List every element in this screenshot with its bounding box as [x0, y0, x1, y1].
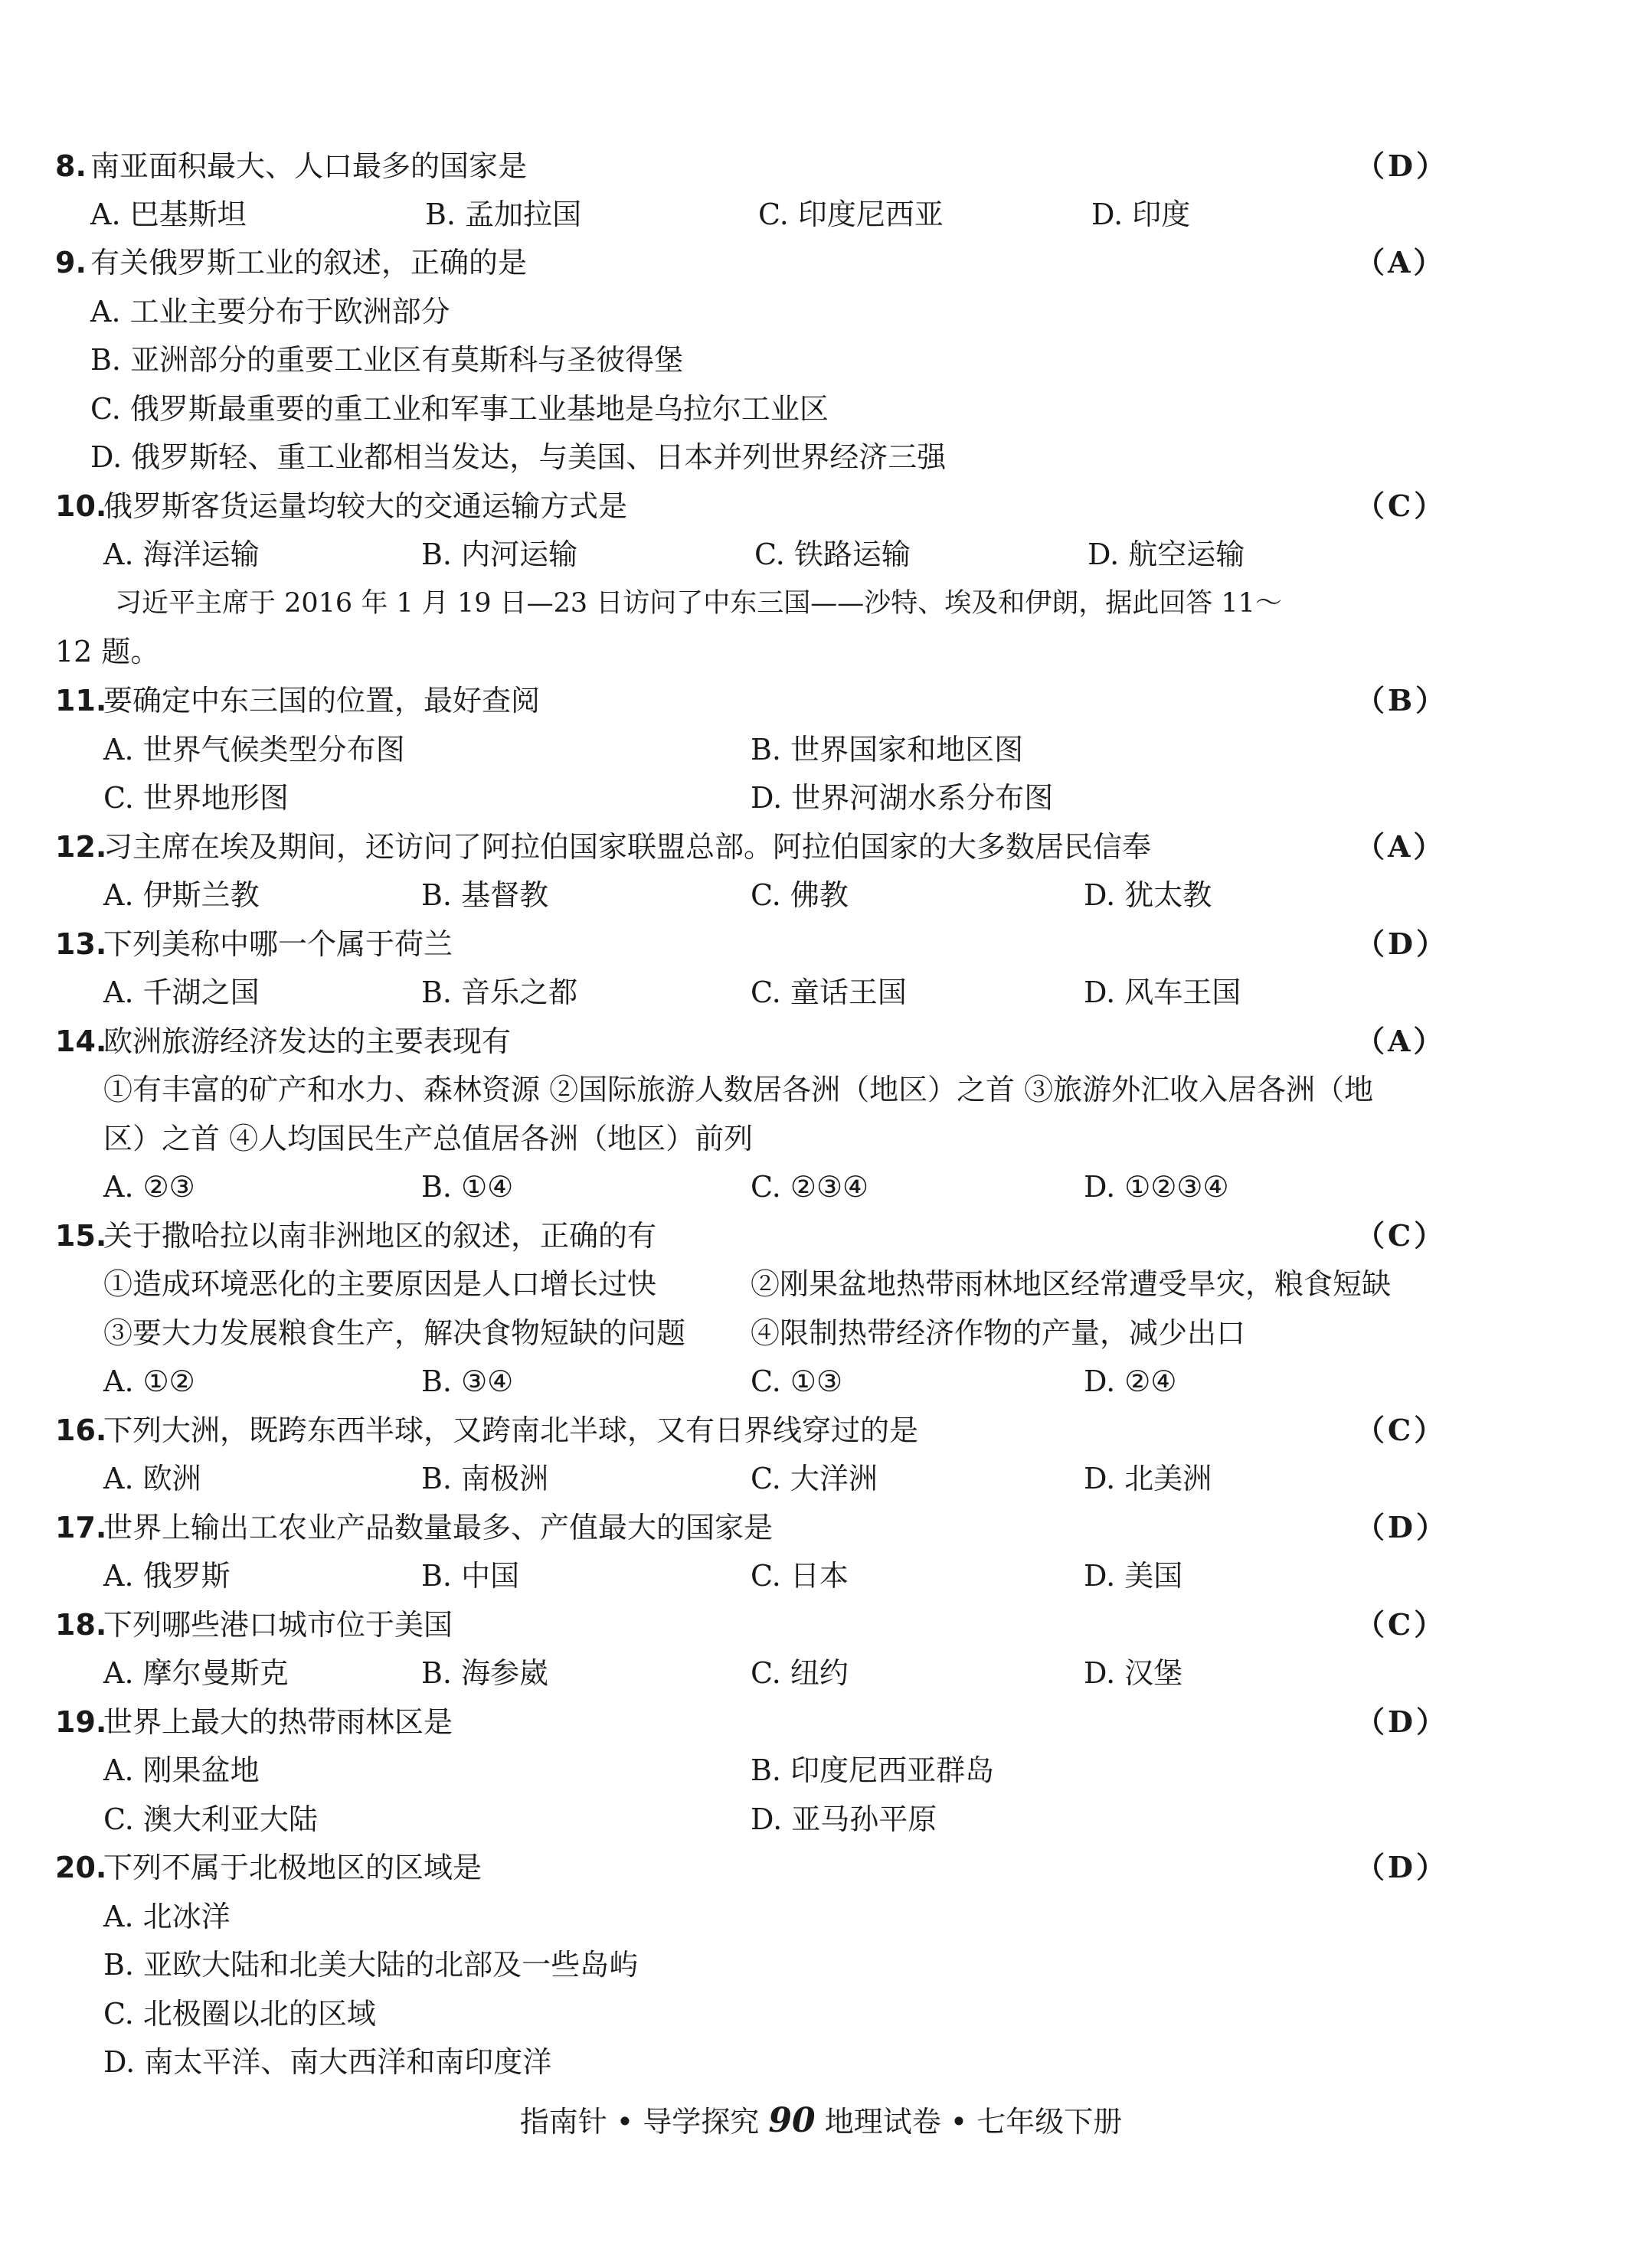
question-stem: 要确定中东三国的位置，最好查阅	[103, 684, 541, 717]
option-c: C. 世界地形图	[103, 781, 289, 815]
answer: （D）	[1356, 1510, 1448, 1544]
option-b: B. ③④	[421, 1364, 514, 1398]
option-a: A. 海洋运输	[103, 538, 260, 571]
option-c: C. 纽约	[751, 1656, 849, 1690]
question-stem: 世界上输出工农业产品数量最多、产值最大的国家是	[103, 1511, 774, 1544]
question-number: 9.	[55, 246, 87, 279]
option-d: D. 亚马孙平原	[751, 1802, 937, 1836]
answer: （B）	[1356, 683, 1448, 717]
question-number: 19.	[55, 1705, 107, 1739]
answer: （C）	[1356, 1607, 1447, 1642]
option-b: B. 内河运输	[421, 538, 578, 571]
option-d: D. 北美洲	[1084, 1462, 1212, 1495]
question-stem: 有关俄罗斯工业的叙述，正确的是	[90, 246, 528, 279]
option-b: B. 基督教	[421, 878, 549, 912]
question-stem: 欧洲旅游经济发达的主要表现有	[103, 1025, 512, 1058]
page-footer	[0, 2102, 1642, 2141]
question-number: 17.	[55, 1511, 107, 1544]
question-number: 20.	[55, 1851, 107, 1884]
option-b: B. 中国	[421, 1559, 520, 1593]
option-a: A. ②③	[103, 1170, 195, 1204]
option-d: D. 风车王国	[1084, 976, 1241, 1009]
statement-1: ①造成环境恶化的主要原因是人口增长过快	[103, 1267, 657, 1301]
option-a: A. 伊斯兰教	[103, 878, 260, 912]
option-c: C. 佛教	[751, 878, 849, 912]
option-d: D. ②④	[1084, 1364, 1177, 1398]
option-a: A. 千湖之国	[103, 976, 260, 1009]
footer-series: 指南针 • 导学探究	[519, 2105, 760, 2139]
option-d: D. ①②③④	[1084, 1170, 1229, 1204]
question-stem: 世界上最大的热带雨林区是	[103, 1705, 453, 1739]
question-number: 8.	[55, 149, 87, 183]
option-text: C. 俄罗斯最重要的重工业和军事工业基地是乌拉尔工业区	[90, 392, 829, 426]
page-number: 90	[768, 2101, 816, 2140]
passage-text: 习近平主席于 2016 年 1 月 19 日—23 日访问了中东三国——沙特、埃及和伊朗，据此回答 11～	[115, 588, 1282, 619]
option-b: B. 印度尼西亚群岛	[751, 1753, 995, 1787]
option-c: C. 铁路运输	[754, 538, 911, 571]
answer: （D）	[1356, 1704, 1448, 1739]
question-number: 13.	[55, 927, 107, 961]
option-a: A. 巴基斯坦	[90, 198, 247, 231]
option-b: B. 世界国家和地区图	[751, 733, 1024, 766]
statement-3: ③要大力发展粮食生产，解决食物短缺的问题	[103, 1316, 686, 1350]
question-stem: 习主席在埃及期间，还访问了阿拉伯国家联盟总部。阿拉伯国家的大多数居民信奉	[103, 830, 1152, 864]
question-number: 15.	[55, 1219, 107, 1253]
answer: （A）	[1356, 829, 1446, 864]
answer: （A）	[1356, 245, 1446, 279]
option-text: B. 亚洲部分的重要工业区有莫斯科与圣彼得堡	[90, 343, 684, 377]
option-b: B. 音乐之都	[421, 976, 578, 1009]
option-a: A. 欧洲	[103, 1462, 201, 1495]
question-number: 14.	[55, 1025, 107, 1058]
option-c: C. 童话王国	[751, 976, 907, 1009]
option-text: D. 南太平洋、南大西洋和南印度洋	[103, 2045, 552, 2079]
option-a: A. ①②	[103, 1364, 195, 1398]
statement-text: ①有丰富的矿产和水力、森林资源 ②国际旅游人数居各洲（地区）之首 ③旅游外汇收入居各洲（地	[103, 1073, 1374, 1106]
option-c: C. 印度尼西亚	[758, 198, 944, 231]
answer: （D）	[1356, 149, 1448, 183]
question-stem: 关于撒哈拉以南非洲地区的叙述，正确的有	[103, 1219, 657, 1253]
option-b: B. 孟加拉国	[425, 198, 582, 231]
option-text: C. 北极圈以北的区域	[103, 1997, 376, 2031]
answer: （D）	[1356, 1850, 1448, 1884]
statement-2: ②刚果盆地热带雨林地区经常遭受旱灾，粮食短缺	[751, 1267, 1392, 1301]
option-d: D. 世界河湖水系分布图	[751, 781, 1054, 815]
question-stem: 俄罗斯客货运量均较大的交通运输方式是	[103, 489, 628, 523]
option-c: C. ②③④	[751, 1170, 869, 1204]
question-stem: 下列不属于北极地区的区域是	[103, 1851, 482, 1884]
option-d: D. 航空运输	[1088, 538, 1245, 571]
option-c: C. 大洋洲	[751, 1462, 878, 1495]
question-number: 12.	[55, 830, 107, 864]
question-number: 10.	[55, 489, 107, 523]
question-number: 16.	[55, 1413, 107, 1447]
option-d: D. 汉堡	[1084, 1656, 1183, 1690]
option-d: D. 印度	[1091, 198, 1191, 231]
answer: （C）	[1356, 1218, 1447, 1253]
option-c: C. 日本	[751, 1559, 849, 1593]
answer: （C）	[1356, 1413, 1447, 1447]
footer-title: 地理试卷 • 七年级下册	[824, 2105, 1123, 2139]
question-stem: 下列大洲，既跨东西半球，又跨南北半球，又有日界线穿过的是	[103, 1413, 919, 1447]
option-text: A. 北冰洋	[103, 1900, 231, 1933]
option-a: A. 刚果盆地	[103, 1753, 260, 1787]
option-b: B. 海参崴	[421, 1656, 549, 1690]
option-d: D. 美国	[1084, 1559, 1183, 1593]
option-c: C. 澳大利亚大陆	[103, 1802, 318, 1836]
question-stem: 下列美称中哪一个属于荷兰	[103, 927, 453, 961]
question-number: 18.	[55, 1608, 107, 1642]
answer: （C）	[1356, 489, 1447, 523]
option-c: C. ①③	[751, 1364, 843, 1398]
question-stem: 下列哪些港口城市位于美国	[103, 1608, 453, 1642]
option-a: A. 俄罗斯	[103, 1559, 231, 1593]
option-text: D. 俄罗斯轻、重工业都相当发达，与美国、日本并列世界经济三强	[90, 440, 947, 474]
answer: （D）	[1356, 926, 1448, 961]
option-b: B. ①④	[421, 1170, 514, 1204]
statement-text: 区）之首 ④人均国民生产总值居各洲（地区）前列	[103, 1122, 754, 1155]
statement-4: ④限制热带经济作物的产量，减少出口	[751, 1316, 1246, 1350]
option-a: A. 摩尔曼斯克	[103, 1656, 289, 1690]
answer: （A）	[1356, 1024, 1446, 1058]
question-stem: 南亚面积最大、人口最多的国家是	[90, 149, 528, 183]
option-a: A. 世界气候类型分布图	[103, 733, 405, 766]
option-text: A. 工业主要分布于欧洲部分	[90, 295, 450, 328]
option-d: D. 犹太教	[1084, 878, 1212, 912]
question-number: 11.	[55, 684, 107, 717]
option-text: B. 亚欧大陆和北美大陆的北部及一些岛屿	[103, 1948, 639, 1982]
option-b: B. 南极洲	[421, 1462, 549, 1495]
passage-text: 12 题。	[55, 635, 160, 668]
